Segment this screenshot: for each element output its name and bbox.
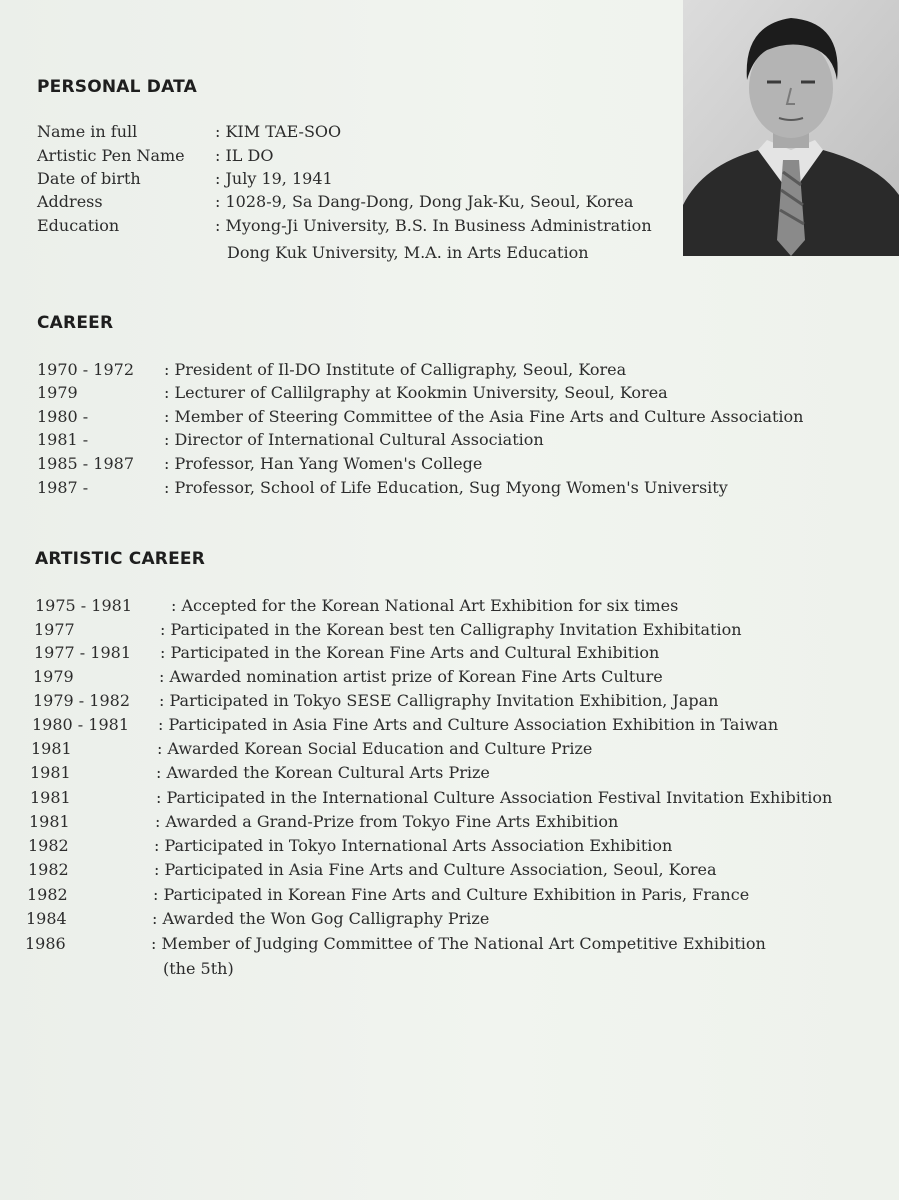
row-year: 1985 - 1987 <box>37 454 135 473</box>
row-desc: : Participated in the International Culture Association Festival Invitation Exhibition <box>156 788 833 807</box>
row-desc: : Participated in Tokyo SESE Calligraphy Invitation Exhibition, Japan <box>159 691 719 710</box>
row-year: 1979 <box>33 667 74 686</box>
row-year: 1987 - <box>37 478 89 497</box>
row-desc: : Awarded Korean Social Education and Culture Prize <box>157 739 593 758</box>
row-year: 1982 <box>27 885 68 904</box>
career-heading: CAREER <box>37 313 114 333</box>
row-year: 1970 - 1972 <box>37 360 135 379</box>
row-desc: : Participated in the Korean Fine Arts and Cultural Exhibition <box>160 643 660 662</box>
row-desc: : Participated in Korean Fine Arts and Culture Exhibition in Paris, France <box>153 885 750 904</box>
row-year: 1982 <box>28 836 69 855</box>
row-desc: : Professor, School of Life Education, Sug Myong Women's University <box>164 478 728 497</box>
row-desc: : Awarded nomination artist prize of Korean Fine Arts Culture <box>159 667 663 686</box>
row-value: : 1028-9, Sa Dang-Dong, Dong Jak-Ku, Seoul, Korea <box>215 192 634 211</box>
row-label: Address <box>37 192 103 211</box>
portrait-photo <box>683 0 899 256</box>
row-year: 1979 <box>37 383 78 402</box>
row-year: 1977 - 1981 <box>34 643 132 662</box>
row-year: 1981 <box>30 763 71 782</box>
row-desc: : Member of Steering Committee of the Asia Fine Arts and Culture Association <box>164 407 804 426</box>
row-desc: : Participated in the Korean best ten Calligraphy Invitation Exhibitation <box>160 620 742 639</box>
row-year: 1977 <box>34 620 75 639</box>
row-desc: : Awarded the Won Gog Calligraphy Prize <box>152 909 490 928</box>
personal-data-heading: PERSONAL DATA <box>37 77 197 97</box>
row-desc: : Participated in Asia Fine Arts and Culture Association Exhibition in Taiwan <box>158 715 779 734</box>
row-desc: : Member of Judging Committee of The National Art Competitive Exhibition <box>151 934 766 953</box>
row-desc: : Professor, Han Yang Women's College <box>164 454 483 473</box>
row-desc: : President of Il-DO Institute of Calligraphy, Seoul, Korea <box>164 360 627 379</box>
row-value: : KIM TAE-SOO <box>215 122 342 141</box>
row-year: 1979 - 1982 <box>33 691 131 710</box>
judging-continued: (the 5th) <box>163 959 234 978</box>
row-desc: : Accepted for the Korean National Art Exhibition for six times <box>171 596 679 615</box>
row-year: 1980 - <box>37 407 89 426</box>
row-desc: : Awarded a Grand-Prize from Tokyo Fine Arts Exhibition <box>155 812 619 831</box>
row-label: Name in full <box>37 122 138 141</box>
row-desc: : Awarded the Korean Cultural Arts Prize <box>156 763 490 782</box>
row-label: Artistic Pen Name <box>37 146 185 165</box>
row-year: 1981 <box>30 788 71 807</box>
row-label: Education <box>37 216 120 235</box>
row-year: 1981 <box>29 812 70 831</box>
row-year: 1980 - 1981 <box>32 715 130 734</box>
row-desc: : Director of International Cultural Association <box>164 430 544 449</box>
row-year: 1975 - 1981 <box>35 596 133 615</box>
row-year: 1982 <box>28 860 69 879</box>
row-year: 1986 <box>25 934 66 953</box>
row-year: 1981 <box>31 739 72 758</box>
row-desc: : Participated in Asia Fine Arts and Culture Association, Seoul, Korea <box>154 860 717 879</box>
education-continued: Dong Kuk University, M.A. in Arts Education <box>227 243 589 262</box>
artistic-career-heading: ARTISTIC CAREER <box>35 549 206 569</box>
row-year: 1984 <box>26 909 67 928</box>
row-value: : Myong-Ji University, B.S. In Business Administration <box>215 216 652 235</box>
row-value: : IL DO <box>215 146 274 165</box>
row-value: : July 19, 1941 <box>215 169 333 188</box>
row-desc: : Participated in Tokyo International Arts Association Exhibition <box>154 836 673 855</box>
row-year: 1981 - <box>37 430 89 449</box>
row-label: Date of birth <box>37 169 141 188</box>
row-desc: : Lecturer of Callilgraphy at Kookmin University, Seoul, Korea <box>164 383 668 402</box>
